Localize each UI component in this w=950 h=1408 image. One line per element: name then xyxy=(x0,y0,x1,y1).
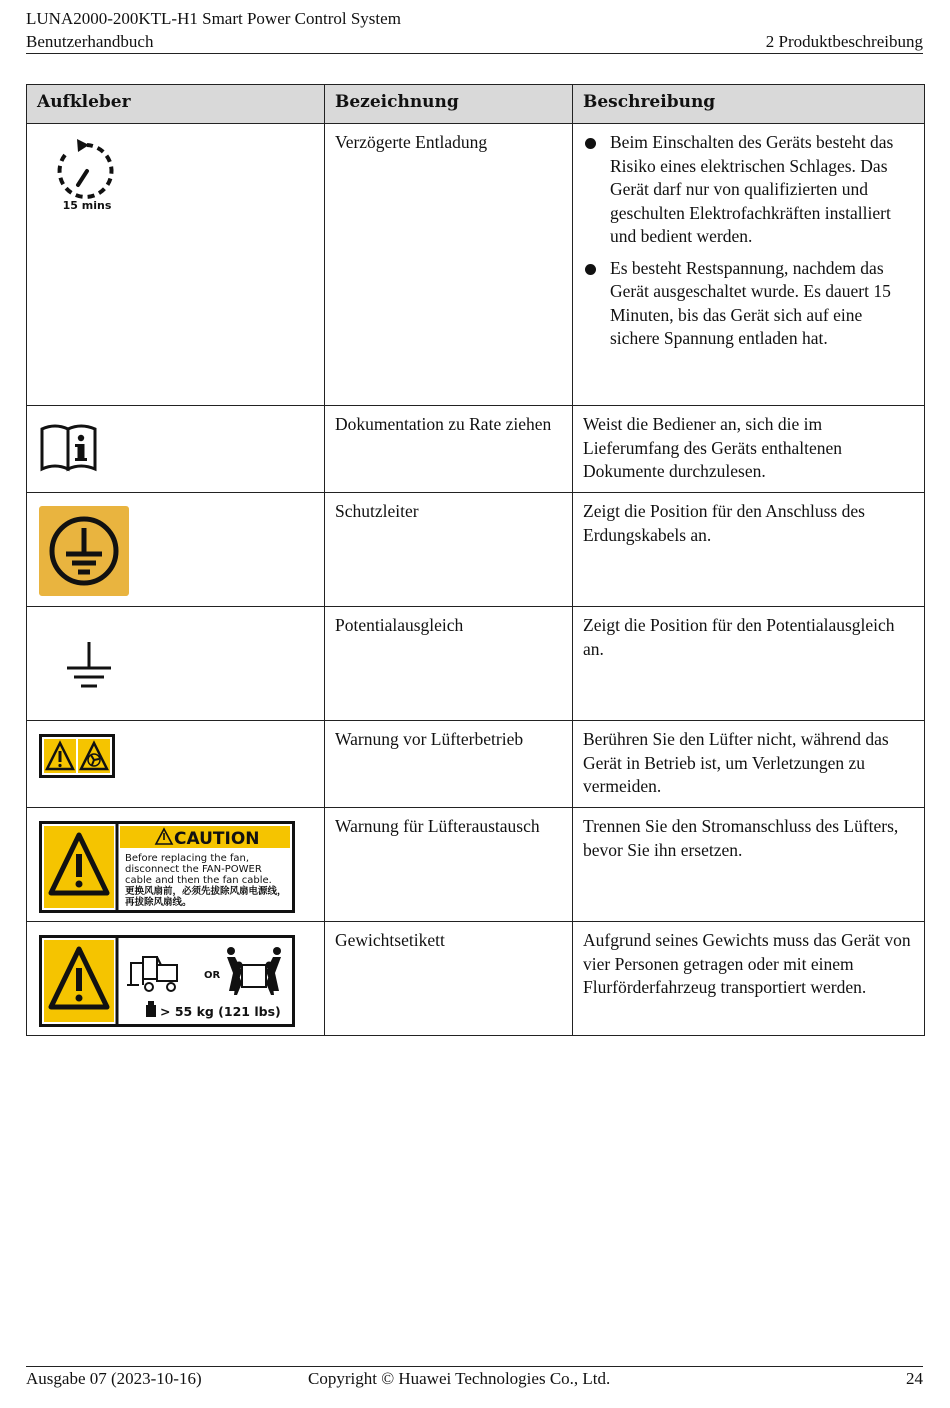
read-manual-icon xyxy=(39,421,99,473)
label-description: Zeigt die Position für den Potentialausgleich an. xyxy=(573,607,925,721)
label-name: Warnung für Lüfteraustausch xyxy=(325,808,573,922)
column-header-description: Beschreibung xyxy=(573,85,925,124)
label-description xyxy=(573,124,925,406)
copyright: Copyright © Huawei Technologies Co., Ltd. xyxy=(308,1369,611,1388)
caution-line: 再拔除风扇线。 xyxy=(125,897,192,908)
table-row xyxy=(27,808,925,922)
table-row xyxy=(27,721,925,808)
table-row xyxy=(27,607,925,721)
manual-title: Benutzerhandbuch xyxy=(26,32,154,51)
column-header-sticker: Aufkleber xyxy=(27,85,325,124)
table-row xyxy=(27,493,925,607)
sticker-cell xyxy=(27,493,325,607)
labels-table xyxy=(26,84,925,1036)
header-rule xyxy=(26,53,923,54)
label-name: Potentialausgleich xyxy=(325,607,573,721)
caution-line: cable and then the fan cable. xyxy=(125,875,272,886)
chapter-title: 2 Produktbeschreibung xyxy=(765,32,923,51)
list-item: Es besteht Restspannung, nachdem das Gerät ausgeschaltet wurde. Es dauert 15 Minuten, bis das Gerät sich auf eine sichere Spannung entladen hat. xyxy=(583,257,915,351)
fan-warning-icon xyxy=(39,734,115,778)
table-header-row xyxy=(27,85,925,124)
label-name: Schutzleiter xyxy=(325,493,573,607)
label-name: Verzögerte Entladung xyxy=(325,124,573,406)
weight-text: > 55 kg (121 lbs) xyxy=(160,1004,281,1019)
caution-line: Before replacing the fan, xyxy=(125,853,250,864)
sticker-cell xyxy=(27,922,325,1036)
table-row xyxy=(27,124,925,406)
sticker-cell xyxy=(27,406,325,493)
sticker-cell xyxy=(27,124,325,406)
sticker-cell xyxy=(27,721,325,808)
label-description: Zeigt die Position für den Anschluss des Erdungskabels an. xyxy=(573,493,925,607)
page-number: 24 xyxy=(906,1369,923,1388)
label-description: Berühren Sie den Lüfter nicht, während das Gerät in Betrieb ist, um Verletzungen zu vermeiden. xyxy=(573,721,925,808)
label-name: Gewichtsetikett xyxy=(325,922,573,1036)
table-row xyxy=(27,406,925,493)
protective-earth-icon xyxy=(39,506,129,596)
label-name: Dokumentation zu Rate ziehen xyxy=(325,406,573,493)
label-description: Aufgrund seines Gewichts muss das Gerät von vier Personen getragen oder mit einem Flurförderfahrzeug transportiert werden. xyxy=(573,922,925,1036)
label-name: Warnung vor Lüfterbetrieb xyxy=(325,721,573,808)
product-title: LUNA2000-200KTL-H1 Smart Power Control System xyxy=(26,9,401,28)
column-header-name: Bezeichnung xyxy=(325,85,573,124)
table-row xyxy=(27,922,925,1036)
fan-caution-label-icon xyxy=(39,821,295,913)
timer-label: 15 mins xyxy=(62,199,112,212)
running-header-left xyxy=(26,7,401,53)
sticker-cell xyxy=(27,607,325,721)
edition-info: Ausgabe 07 (2023-10-16) xyxy=(26,1369,202,1388)
discharge-timer-icon xyxy=(47,133,127,213)
label-description: Weist die Bediener an, sich die im Lieferumfang des Geräts enthaltenen Dokumente durchzulesen. xyxy=(573,406,925,493)
list-item: Beim Einschalten des Geräts besteht das Risiko eines elektrischen Schlages. Das Gerät darf nur von qualifizierten und geschulten Elektrofachkräften installiert und bedient werden. xyxy=(583,131,915,249)
or-label: OR xyxy=(204,970,221,981)
weight-label-icon xyxy=(39,935,295,1027)
label-description: Trennen Sie den Stromanschluss des Lüfters, bevor Sie ihn ersetzen. xyxy=(573,808,925,922)
equipotential-ground-icon xyxy=(59,638,119,698)
caution-line: disconnect the FAN-POWER xyxy=(125,864,262,875)
caution-title: CAUTION xyxy=(174,829,260,849)
sticker-cell xyxy=(27,808,325,922)
caution-line: 更换风扇前，必须先拔除风扇电源线， xyxy=(125,886,287,897)
